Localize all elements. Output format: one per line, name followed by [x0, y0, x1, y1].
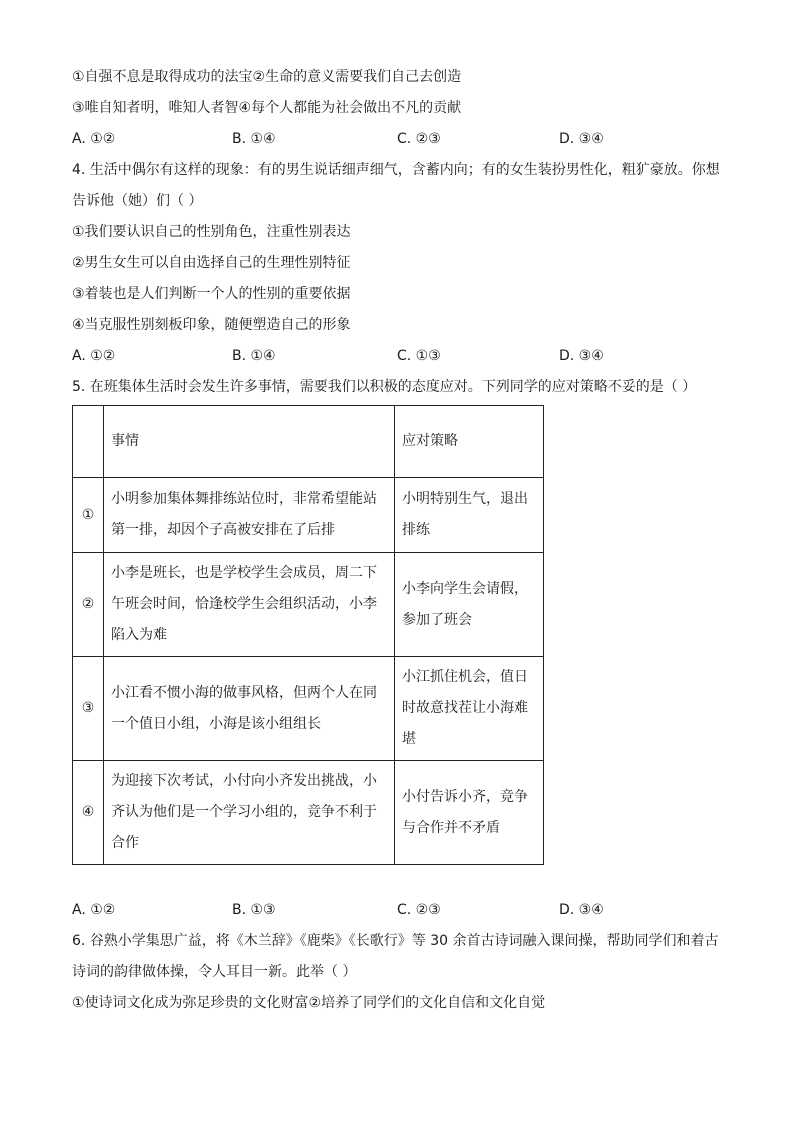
q3-statement-2: ③唯自知者明，唯知人者智④每个人都能为社会做出不凡的贡献	[72, 100, 462, 116]
row-event-line: 齐认为他们是一个学习小组的，竞争不利于	[111, 804, 377, 820]
row-strategy-line: 排练	[402, 522, 430, 538]
spacer	[72, 865, 732, 895]
table-row	[73, 761, 544, 865]
q4-choice-b: B. ①④	[232, 348, 276, 364]
row-event	[104, 761, 395, 865]
q3-choice-c: C. ②③	[397, 131, 441, 147]
q4-option-1: ①我们要认识自己的性别角色，注重性别表达	[72, 224, 351, 240]
row-event-line: 陷入为难	[111, 627, 167, 643]
q3-choice-a: A. ①②	[72, 131, 116, 147]
row-strategy-line: 与合作并不矛盾	[402, 819, 500, 836]
table-row	[73, 657, 544, 761]
q5-choice-d: D. ③④	[559, 902, 604, 918]
q5-choice-a: A. ①②	[72, 902, 116, 918]
q4-choice-d: D. ③④	[559, 348, 604, 364]
q4-option-4: ④当克服性别刻板印象，随便塑造自己的形象	[72, 317, 351, 333]
exam-page	[72, 62, 732, 1019]
row-strategy	[395, 478, 544, 553]
row-num: ②	[73, 553, 104, 657]
q3-choices	[72, 124, 732, 155]
q5-choice-c: C. ②③	[397, 902, 441, 918]
row-strategy	[395, 553, 544, 657]
row-event	[104, 478, 395, 553]
q6-stem-line-1: 6. 谷熟小学集思广益，将《木兰辞》《鹿柴》《长歌行》等 30 余首古诗词融入课间操，帮助同学们和着古	[72, 933, 719, 949]
row-event	[104, 657, 395, 761]
q5-stem: 5. 在班集体生活时会发生许多事情，需要我们以积极的态度应对。下列同学的应对策略不妥的是（ ）	[72, 379, 697, 395]
row-strategy-line: 时故意找茬让小海难	[402, 700, 528, 716]
q3-statement-1: ①自强不息是取得成功的法宝②生命的意义需要我们自己去创造	[72, 69, 462, 85]
q4-option-3: ③着装也是人们判断一个人的性别的重要依据	[72, 286, 351, 302]
row-strategy-line: 小李向学生会请假，	[402, 580, 528, 597]
q4-option-2: ②男生女生可以自由选择自己的生理性别特征	[72, 255, 351, 271]
q4-choices	[72, 341, 732, 372]
q3-choice-b: B. ①④	[232, 131, 276, 147]
row-event	[104, 553, 395, 657]
row-event-line: 小李是班长，也是学校学生会成员，周二下	[111, 565, 377, 581]
row-strategy-line: 参加了班会	[402, 611, 472, 628]
row-strategy-line: 堪	[402, 731, 416, 747]
q4-choice-c: C. ①③	[397, 348, 441, 364]
q3-choice-d: D. ③④	[559, 131, 604, 147]
q6-statement-1: ①使诗词文化成为弥足珍贵的文化财富②培养了同学们的文化自信和文化自觉	[72, 995, 546, 1011]
q4-stem-line-2: 告诉他（她）们（ ）	[72, 193, 203, 209]
header-strategy-cell: 应对策略	[395, 406, 544, 478]
row-event-line: 小江看不惯小海的做事风格，但两个人在同	[111, 684, 377, 701]
row-event-line: 小明参加集体舞排练站位时，非常希望能站	[111, 491, 377, 507]
q4-choice-a: A. ①②	[72, 348, 116, 364]
table-row	[73, 553, 544, 657]
q5-choices	[72, 895, 732, 926]
row-strategy	[395, 657, 544, 761]
table-header-row	[73, 406, 544, 478]
row-event-line: 为迎接下次考试，小付向小齐发出挑战，小	[111, 773, 377, 789]
row-event-line: 午班会时间，恰逢校学生会组织活动，小李	[111, 596, 377, 612]
row-event-line: 第一排，却因个子高被安排在了后排	[111, 522, 335, 538]
row-event-line: 一个值日小组，小海是该小组组长	[111, 715, 321, 732]
header-num-cell	[73, 406, 104, 478]
row-event-line: 合作	[111, 835, 139, 851]
row-strategy	[395, 761, 544, 865]
q4-stem-line-1: 4. 生活中偶尔有这样的现象：有的男生说话细声细气，含蓄内向；有的女生装扮男性化，粗犷豪放。你想	[72, 162, 720, 178]
row-num: ④	[73, 761, 104, 865]
row-num: ①	[73, 478, 104, 553]
table-row	[73, 478, 544, 553]
q5-choice-b: B. ①③	[232, 902, 276, 918]
q5-table	[72, 405, 544, 865]
row-strategy-line: 小江抓住机会，值日	[402, 669, 528, 685]
row-strategy-line: 小明特别生气，退出	[402, 491, 528, 507]
row-num: ③	[73, 657, 104, 761]
q6-stem-line-2: 诗词的韵律做体操，令人耳目一新。此举（ ）	[72, 964, 357, 980]
header-event-cell: 事情	[104, 406, 395, 478]
row-strategy-line: 小付告诉小齐，竞争	[402, 788, 528, 805]
